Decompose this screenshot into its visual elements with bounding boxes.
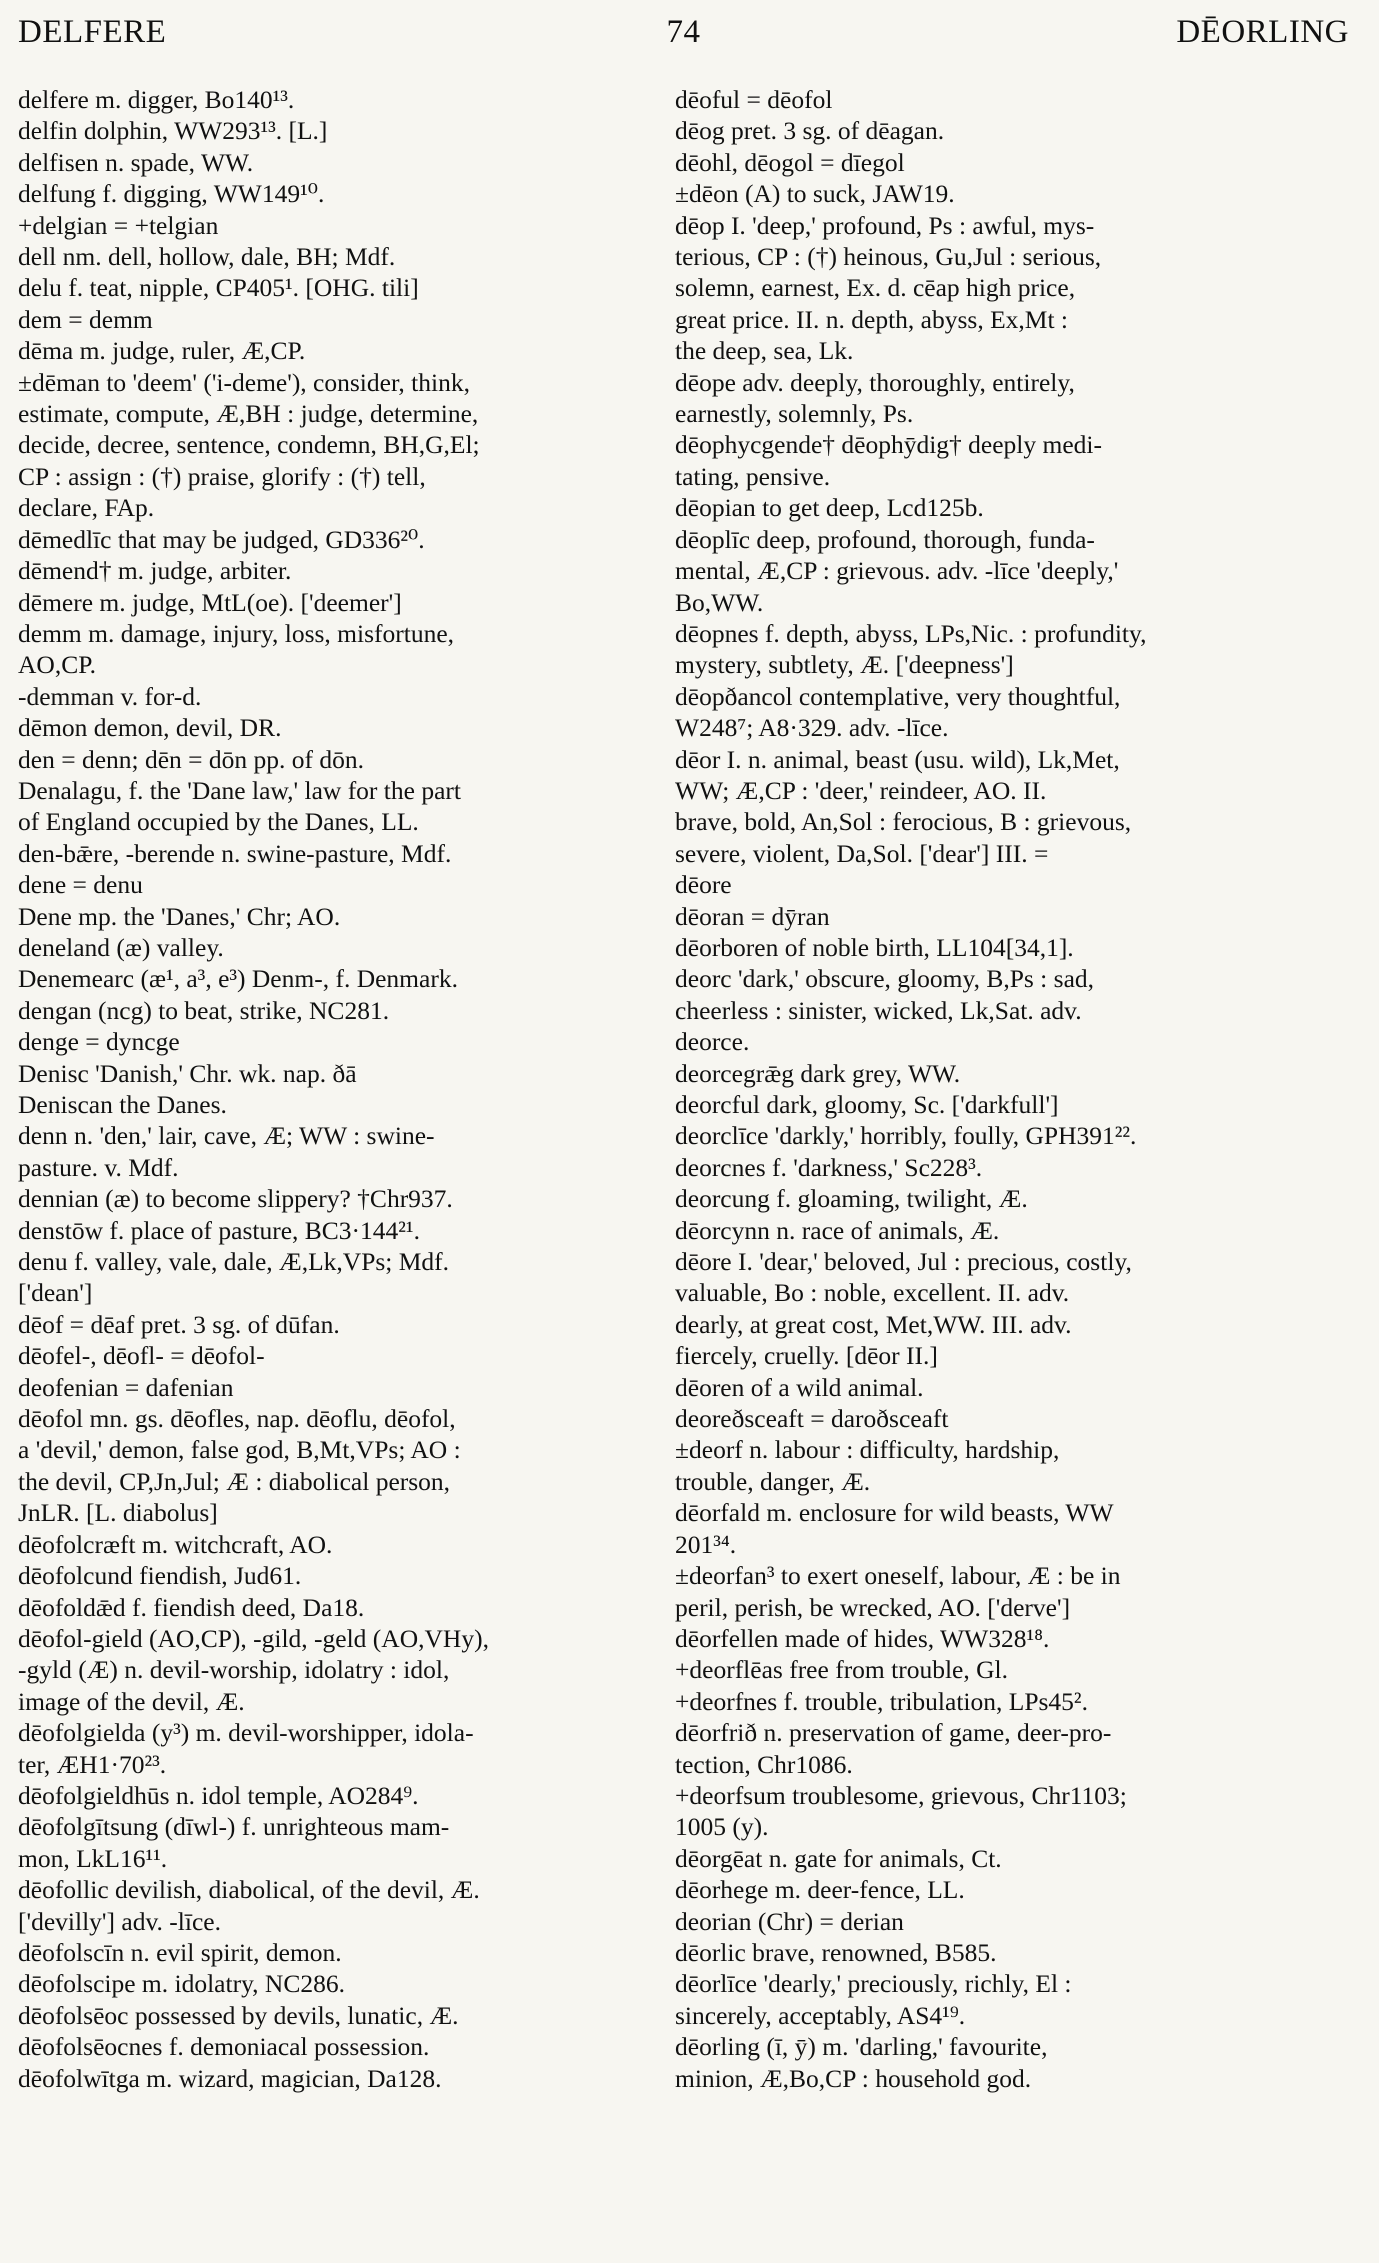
entry-line: ['devilly'] adv. -līce. — [18, 1906, 221, 1936]
entry-line: dēofol-gield (AO,CP), -gild, -geld (AO,VHy), — [18, 1623, 489, 1653]
entry-line: dēorling (ī, ȳ) m. 'darling,' favourite, — [675, 2032, 1048, 2062]
entry-line: denstōw f. place of pasture, BC3·144²¹. — [18, 1215, 420, 1245]
entry-line: Denisc 'Danish,' Chr. wk. nap. ðā — [18, 1058, 357, 1088]
entry-line: ±dēman to 'deem' ('i-deme'), consider, think, — [18, 367, 470, 397]
entry-line: W248⁷; A8·329. adv. -līce. — [675, 713, 949, 743]
entry-line: AO,CP. — [18, 650, 96, 680]
entry-line: estimate, compute, Æ,BH : judge, determine, — [18, 399, 479, 429]
entry-line: dēorgēat n. gate for animals, Ct. — [675, 1843, 1002, 1873]
entry-line: Dene mp. the 'Danes,' Chr; AO. — [18, 901, 341, 931]
entry-line: dēof = dēaf pret. 3 sg. of dūfan. — [18, 1309, 340, 1339]
entry-line: valuable, Bo : noble, excellent. II. adv. — [675, 1278, 1070, 1308]
entry-line: dēofoldǣd f. fiendish deed, Da18. — [18, 1592, 365, 1622]
entry-line: den-bǣre, -berende n. swine-pasture, Mdf. — [18, 838, 452, 868]
entry-line: cheerless : sinister, wicked, Lk,Sat. adv. — [675, 995, 1082, 1025]
entry-line: +deorfsum troublesome, grievous, Chr1103; — [675, 1780, 1127, 1810]
entry-line: CP : assign : (†) praise, glorify : (†) tell, — [18, 461, 426, 491]
entry-line: dennian (æ) to become slippery? †Chr937. — [18, 1184, 453, 1214]
header-left-guideword: DELFERE — [18, 14, 167, 50]
entry-line: dēorhege m. deer-fence, LL. — [675, 1875, 965, 1905]
entry-line: deorce. — [675, 1027, 750, 1057]
entry-line: of England occupied by the Danes, LL. — [18, 807, 419, 837]
entry-line: 1005 (y). — [675, 1812, 769, 1842]
entry-line: dēofolgītsung (dīwl-) f. unrighteous mam- — [18, 1812, 450, 1842]
entry-line: dēorfrið n. preservation of game, deer-pro- — [675, 1718, 1112, 1748]
entry-line: dēoplīc deep, profound, thorough, funda- — [675, 524, 1095, 554]
entry-line: trouble, danger, Æ. — [675, 1466, 871, 1496]
entry-line: Bo,WW. — [675, 587, 764, 617]
entry-line: tating, pensive. — [675, 461, 831, 491]
page-number: 74 — [666, 14, 701, 50]
entry-line: solemn, earnest, Ex. d. cēap high price, — [675, 273, 1076, 303]
entry-line: +deorfnes f. trouble, tribulation, LPs45². — [675, 1686, 1088, 1716]
entry-line: ['dean'] — [18, 1278, 93, 1308]
entry-line: dēofol mn. gs. dēofles, nap. dēoflu, dēofol, — [18, 1404, 456, 1434]
entry-line: delfung f. digging, WW149¹⁰. — [18, 179, 325, 209]
entry-line: minion, Æ,Bo,CP : household god. — [675, 2063, 1032, 2093]
entry-line: den = denn; dēn = dōn pp. of dōn. — [18, 744, 365, 774]
entry-line: ±deorf n. labour : difficulty, hardship, — [675, 1435, 1060, 1465]
entry-line: -demman v. for-d. — [18, 681, 202, 711]
entry-line: deofenian = dafenian — [18, 1372, 234, 1402]
entry-line: dēofolscipe m. idolatry, NC286. — [18, 1969, 345, 1999]
entry-line: denu f. valley, vale, dale, Æ,Lk,VPs; Mdf. — [18, 1247, 450, 1277]
left-column — [18, 84, 668, 2094]
entry-line: deorcung f. gloaming, twilight, Æ. — [675, 1184, 1028, 1214]
entry-line: deorc 'dark,' obscure, gloomy, B,Ps : sad, — [675, 964, 1095, 994]
entry-line: deorcful dark, gloomy, Sc. ['darkfull'] — [675, 1090, 1059, 1119]
entry-line: fiercely, cruelly. [dēor II.] — [675, 1341, 938, 1371]
entry-line: dēofolgielda (y³) m. devil-worshipper, idola- — [18, 1718, 474, 1748]
entry-line: dēofolgieldhūs n. idol temple, AO284⁹. — [18, 1780, 419, 1810]
entry-line: deorcnes f. 'darkness,' Sc228³. — [675, 1152, 983, 1182]
entry-line: -gyld (Æ) n. devil-worship, idolatry : idol, — [18, 1655, 450, 1685]
entry-line: brave, bold, An,Sol : ferocious, B : grievous, — [675, 807, 1132, 837]
entry-line: dēoren of a wild animal. — [675, 1372, 924, 1402]
entry-line: dēopian to get deep, Lcd125b. — [675, 493, 984, 523]
header-right-guideword: DĒORLING — [1176, 14, 1349, 50]
entry-line: dēorlic brave, renowned, B585. — [675, 1937, 997, 1967]
entry-line: 201³⁴. — [675, 1529, 737, 1559]
entry-line: deorcegrǣg dark grey, WW. — [675, 1058, 961, 1088]
entry-line: dēor I. n. animal, beast (usu. wild), Lk,Met, — [675, 744, 1120, 774]
entry-line: dēophycgende† dēophȳdig† deeply medi- — [675, 430, 1103, 460]
entry-line: dēore I. 'dear,' beloved, Jul : precious, costly, — [675, 1247, 1132, 1277]
right-column — [675, 84, 1325, 2094]
entry-line: delfisen n. spade, WW. — [18, 147, 254, 177]
entry-line: dēorcynn n. race of animals, Æ. — [675, 1215, 1000, 1245]
entry-line: deorclīce 'darkly,' horribly, foully, GPH391²². — [675, 1121, 1137, 1151]
entry-line: sincerely, acceptably, AS4¹⁹. — [675, 2000, 966, 2030]
entry-line: a 'devil,' demon, false god, B,Mt,VPs; AO : — [18, 1435, 461, 1465]
entry-line: dēopðancol contemplative, very thoughtful, — [675, 681, 1121, 711]
entry-line: dēofolsēocnes f. demoniacal possession. — [18, 2032, 430, 2062]
entry-line: deoreðsceaft = daroðsceaft — [675, 1404, 949, 1434]
entry-line: mystery, subtlety, Æ. ['deepness'] — [675, 650, 1014, 680]
entry-line: +delgian = +telgian — [18, 210, 219, 240]
entry-line: +deorflēas free from trouble, Gl. — [675, 1655, 1008, 1685]
entry-line: earnestly, solemnly, Ps. — [675, 399, 914, 429]
entry-line: denn n. 'den,' lair, cave, Æ; WW : swine- — [18, 1121, 435, 1151]
entry-line: the deep, sea, Lk. — [675, 336, 854, 366]
entry-line: severe, violent, Da,Sol. ['dear'] III. = — [675, 838, 1049, 868]
entry-line: dēofolscīn n. evil spirit, demon. — [18, 1937, 342, 1967]
entry-line: dearly, at great cost, Met,WW. III. adv. — [675, 1309, 1072, 1339]
entry-line: ter, ÆH1·70²³. — [18, 1749, 167, 1779]
entry-line: dēoran = dȳran — [675, 901, 830, 931]
entry-line: dēmend† m. judge, arbiter. — [18, 556, 292, 586]
entry-line: dēop I. 'deep,' profound, Ps : awful, mys- — [675, 210, 1095, 240]
entry-line: pasture. v. Mdf. — [18, 1152, 179, 1182]
entry-line: mental, Æ,CP : grievous. adv. -līce 'deeply,' — [675, 556, 1119, 586]
entry-line: dēohl, dēogol = dīegol — [675, 147, 905, 177]
entry-line: dell nm. dell, hollow, dale, BH; Mdf. — [18, 242, 396, 272]
entry-line: demm m. damage, injury, loss, misfortune, — [18, 618, 455, 648]
entry-line: mon, LkL16¹¹. — [18, 1843, 168, 1873]
entry-line: dēorfald m. enclosure for wild beasts, WW — [675, 1498, 1114, 1528]
entry-line: dēma m. judge, ruler, Æ,CP. — [18, 336, 306, 366]
entry-line: dēopnes f. depth, abyss, LPs,Nic. : profundity, — [675, 618, 1147, 648]
entry-line: declare, FAp. — [18, 493, 155, 523]
entry-line: peril, perish, be wrecked, AO. ['derve'] — [675, 1592, 1071, 1622]
entry-line: WW; Æ,CP : 'deer,' reindeer, AO. II. — [675, 775, 1047, 805]
entry-line: dēofolsēoc possessed by devils, lunatic, Æ. — [18, 2000, 459, 2030]
entry-line: denge = dyncge — [18, 1027, 180, 1057]
entry-line: dēofolcund fiendish, Jud61. — [18, 1561, 302, 1591]
entry-line: delu f. teat, nipple, CP405¹. [OHG. tili] — [18, 273, 419, 303]
entry-line: dem = demm — [18, 304, 153, 334]
entry-line: terious, CP : (†) heinous, Gu,Jul : serious, — [675, 242, 1102, 272]
entry-line: image of the devil, Æ. — [18, 1686, 245, 1716]
page-header — [18, 14, 1349, 58]
entry-line: dengan (ncg) to beat, strike, NC281. — [18, 995, 390, 1025]
entry-line: dēofolwītga m. wizard, magician, Da128. — [18, 2063, 442, 2093]
entry-line: dēmedlīc that may be judged, GD336²⁰. — [18, 524, 425, 554]
entry-line: ±dēon (A) to suck, JAW19. — [675, 179, 955, 209]
entry-line: dene = denu — [18, 870, 143, 900]
entry-line: delfere m. digger, Bo140¹³. — [18, 85, 295, 114]
entry-line: dēorfellen made of hides, WW328¹⁸. — [675, 1623, 1050, 1653]
entry-line: dēofolcræft m. witchcraft, AO. — [18, 1529, 333, 1559]
entry-line: dēog pret. 3 sg. of dēagan. — [675, 116, 945, 146]
entry-line: tection, Chr1086. — [675, 1749, 853, 1779]
entry-line: dēofel-, dēofl- = dēofol- — [18, 1341, 265, 1371]
entry-line: dēorlīce 'dearly,' preciously, richly, El : — [675, 1969, 1072, 1999]
entry-line: dēorboren of noble birth, LL104[34,1]. — [675, 932, 1074, 962]
entry-line: deneland (æ) valley. — [18, 932, 224, 962]
entry-line: ±deorfan³ to exert oneself, labour, Æ : be in — [675, 1561, 1121, 1591]
entry-line: dēmon demon, devil, DR. — [18, 713, 282, 743]
entry-line: deorian (Chr) = derian — [675, 1906, 904, 1936]
entry-line: the devil, CP,Jn,Jul; Æ : diabolical person, — [18, 1466, 451, 1496]
entry-line: Deniscan the Danes. — [18, 1090, 227, 1119]
entry-line: dēmere m. judge, MtL(oe). ['deemer'] — [18, 587, 402, 617]
entry-line: dēope adv. deeply, thoroughly, entirely, — [675, 367, 1075, 397]
entry-line: great price. II. n. depth, abyss, Ex,Mt : — [675, 304, 1069, 334]
entry-line: Denemearc (æ¹, a³, e³) Denm-, f. Denmark. — [18, 964, 458, 994]
entry-line: decide, decree, sentence, condemn, BH,G,El; — [18, 430, 480, 460]
entry-line: Denalagu, f. the 'Dane law,' law for the part — [18, 775, 461, 805]
entry-line: delfin dolphin, WW293¹³. [L.] — [18, 116, 328, 146]
entry-line: dēore — [675, 870, 732, 900]
entry-line: dēoful = dēofol — [675, 85, 833, 114]
entry-line: dēofollic devilish, diabolical, of the devil, Æ. — [18, 1875, 480, 1905]
entry-line: JnLR. [L. diabolus] — [18, 1498, 218, 1528]
